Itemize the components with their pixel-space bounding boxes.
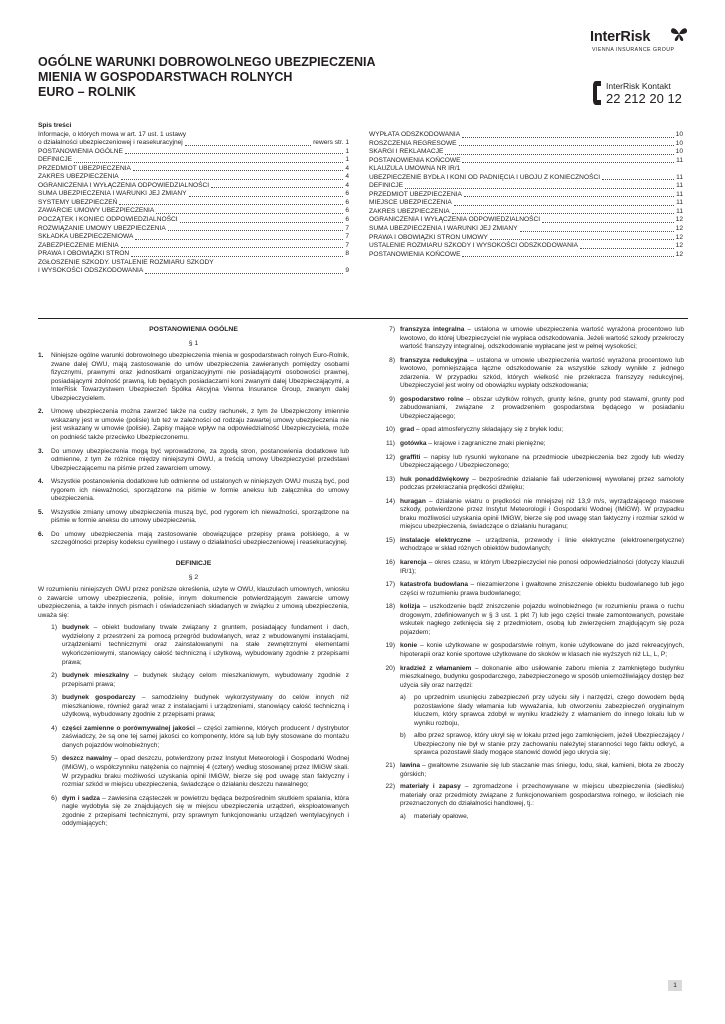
toc-entry[interactable] — [38, 267, 349, 276]
clause-text: Do umowy ubezpieczenia mają zastosowanie obowiązujące przepisy prawa polskiego, a w szczególności przepisy kodeksu cywilnego i ustawy o działalności ubezpieczeniowej i reasekuracyjnej. — [51, 530, 349, 547]
definition-text: – działanie wiatru o prędkości nie mniejszej niż 13,9 m/s, wyrządzającego masowe szkody, potwierdzone przez Instytut Meteorologii i Gospodarki Wodnej (IMiGW). W przypadku braku możliwości uzyskania opinii IMiGW, bierze się pod uwagę stan faktyczny i rozmiar szkód w miejscu ubezpieczenia, świadczące o działaniu huraganu; — [400, 497, 684, 531]
definition-number: 19) — [385, 642, 395, 650]
definition-item — [376, 581, 684, 598]
toc-leader — [520, 231, 674, 232]
toc-leader — [180, 222, 344, 223]
toc-leader — [490, 239, 674, 240]
toc-entry-page: 4 — [345, 181, 349, 189]
toc-leader — [452, 213, 675, 214]
clause-text: Do umowy ubezpieczenia mogą być wprowadzone, za zgodą stron, postanowienia dodatkowe lub odmienne, z tym że różnice między niniejszymi OWU, a treścią umowy Ubezpieczyciel przedstawi Ubezpieczającemu na piśmie przed zawarciem umowy. — [51, 447, 349, 472]
definition-text: – bezpośrednie działanie fali uderzeniowej wywołanej przez samoloty podczas przekraczania prędkości dźwięku; — [400, 475, 685, 492]
definition-term: katastrofa budowlana — [400, 581, 468, 589]
logo-text: InterRisk — [590, 29, 651, 45]
toc-leader — [135, 239, 343, 240]
toc-leader — [121, 179, 344, 180]
title-line-3: EURO – ROLNIK — [38, 85, 136, 99]
definition-number: 6) — [51, 794, 57, 802]
toc-entry[interactable] — [38, 182, 349, 191]
clause-number: 2. — [38, 408, 44, 416]
toc-entry-title: USTALENIE ROZMIARU SZKODY I WYSOKOŚCI ODSZKODOWANIA — [369, 242, 579, 250]
toc-entry-page: 1 — [345, 156, 349, 164]
clause-number: 6. — [38, 530, 44, 538]
definition-item — [38, 694, 349, 720]
subitem-letter: a) — [400, 812, 406, 820]
definition-item — [376, 603, 684, 637]
definition-text: – napisy lub rysunki wykonane na przedmiocie ubezpieczenia bez zgody lub wiedzy Ubezpieczającego / Ubezpieczonego; — [400, 453, 684, 470]
clause-number: 3. — [38, 447, 44, 455]
paragraph-mark: § 1 — [188, 339, 199, 347]
clause-number: 5. — [38, 508, 44, 516]
clause-item — [38, 352, 349, 403]
toc-entry-page: 6 — [345, 216, 349, 224]
definition-item — [376, 396, 684, 422]
definition-subitem — [400, 694, 684, 728]
definition-item — [376, 357, 684, 391]
toc-entry[interactable] — [38, 250, 349, 259]
definition-item — [376, 537, 684, 554]
toc-leader — [133, 170, 343, 171]
left-column — [38, 326, 349, 829]
subitem-text: po uprzednim usunięciu zabezpieczeń przy użyciu siły i narzędzi, czego dowodem będą pozostawione ślady włamania lub wyważania, lub otworzeniu zabezpieczeń oryginalnym kluczem, który sprawca zdobył w wyniku kradzieży z włamaniem do innego lokalu lub w wyniku rozboju, — [414, 694, 684, 727]
toc-left — [38, 122, 349, 276]
toc-entry-page: 11 — [676, 182, 683, 190]
toc-entry-page: rewers str. 1 — [313, 139, 349, 147]
definition-text: – obiekt budowlany trwale związany z gruntem, posiadający fundament i dach, wydzielony z przestrzeni za pomocą przegród budowlanych, wraz z wbudowanymi instalacjami, urządzeniami technicznymi oraz zainstalowanymi na stałe zewnętrznymi elementami wykończeniowymi, stanowiący całość techniczną i użytkową, wybudowany zgodnie z przepisami prawa; — [62, 624, 349, 666]
toc-leader — [459, 145, 674, 146]
paragraph-mark: § 2 — [188, 573, 199, 581]
definition-item — [376, 559, 684, 576]
definition-term: kolizja — [400, 603, 421, 611]
definition-number: 10) — [385, 426, 395, 434]
toc-entry-title: PRZEDMIOT UBEZPIECZENIA — [369, 190, 462, 198]
toc-entry-page: 6 — [345, 198, 349, 206]
toc-entry[interactable] — [369, 131, 683, 140]
definition-term: grad — [400, 426, 415, 434]
definition-number: 20) — [385, 664, 395, 672]
definition-text: – zgromadzone i przechowywane w miejscu ubezpieczenia (siedlisku) materiały oraz przedmioty związane z funkcjonowaniem gospodarstwa rolnego, w ilościach nie przeznaczonych do działalności handlowej, tj.: — [400, 783, 684, 808]
toc-entry[interactable] — [38, 148, 349, 157]
toc-entry-title: SUMA UBEZPIECZENIA I WARUNKI JEJ ZMIANY — [369, 225, 518, 233]
toc-entry[interactable] — [38, 139, 349, 148]
definition-term: konie — [400, 642, 418, 650]
contact-label: InterRisk Kontakt — [606, 81, 671, 91]
clause-text: Niniejsze ogólne warunki dobrowolnego ubezpieczenia mienia w gospodarstwach rolnych Euro-Rolnik, zwane dalej OWU, mają zastosowanie do umów ubezpieczenia zawieranych pomiędzy osobami fizycznymi, prawnymi oraz jednostkami organizacyjnymi nie posiadającymi osobowości prawnej, posiadającymi zdolność prawną, lub będących posiadaczami koni zwanymi dalej Ubezpieczającymi, a InterRisk Towarzystwem Ubezpieczeń Spółka Akcyjna Vienna Insurance Group, zwanym dalej Ubezpieczycielem. — [51, 352, 349, 402]
clause-item — [38, 509, 349, 526]
toc-entry-title: POSTANOWIENIA OGÓLNE — [38, 147, 123, 155]
definition-number: 2) — [51, 672, 57, 680]
definition-text: – okres czasu, w którym Ubezpieczyciel nie ponosi odpowiedzialności (dotyczy klauzuli IR/1); — [400, 559, 684, 575]
definition-item — [376, 642, 684, 659]
definition-number: 7) — [389, 326, 395, 333]
definition-term: gospodarstwo rolne — [400, 395, 464, 403]
toc-leader — [454, 205, 674, 206]
toc-entry-page: 6 — [345, 207, 349, 215]
toc-entry-title: MIEJSCE UBEZPIECZENIA — [369, 199, 452, 207]
toc-entry-title: o działalności ubezpieczeniowej i reasekuracyjnej — [38, 139, 183, 147]
definition-text: – gwałtowne zsuwanie się lub staczanie mas śniegu, lodu, skał, kamieni, błota ze zboczy górskich; — [400, 761, 684, 778]
toc-entry-page: 10 — [675, 139, 683, 147]
toc-leader — [168, 230, 344, 231]
toc-entry[interactable] — [38, 242, 349, 251]
definition-text: – zawiesina cząsteczek w powietrzu będąca bezpośrednim skutkiem spalania, która nagle wydobyła się ze znajdujących się w miejscu ubezpieczenia urządzeń, eksploatowanych zgodnie z przepisami technicznymi, przy sprawnym funkcjonowaniu urządzeń wentylacyjnych i oddymiających; — [62, 794, 349, 828]
logo-subtitle: VIENNA INSURANCE GROUP — [592, 47, 675, 53]
definition-item — [38, 672, 349, 689]
definition-text: – dokonanie albo usiłowanie zaboru mienia z zamkniętego budynku mieszkalnego, budynku gospodarczego, zabezpieczonego w sposób uniemożliwiający dostęp bez użycia siły oraz narzędzi: — [400, 664, 684, 689]
contact-box — [592, 80, 692, 110]
definition-item — [376, 665, 684, 691]
definition-item — [376, 454, 684, 471]
definition-item — [376, 762, 684, 779]
toc-entry-page: 12 — [675, 225, 683, 233]
toc-entry-page: 1 — [345, 147, 349, 155]
toc-entry-title: ZAKRES UBEZPIECZENIA — [369, 207, 450, 215]
clause-item — [38, 448, 349, 474]
toc-entry-title: DEFINICJE — [369, 182, 404, 190]
definition-term: huk ponaddźwiękowy — [400, 475, 469, 483]
clause-text: Wszystkie zmiany umowy ubezpieczenia muszą być, pod rygorem ich nieważności, sporządzone na piśmie w formie aneksu do umowy ubezpieczenia. — [51, 508, 349, 525]
definition-text: – samodzielny budynek wykorzystywany do celów innych niż mieszkaniowe, również garaż wraz z instalacjami i urządzeniami, stanowiący całość techniczną i użytkową, wybudowany zgodnie z przepisami prawa; — [62, 694, 349, 719]
toc-entry-title: SUMA UBEZPIECZENIA I WARUNKI JEJ ZMIANY — [38, 190, 187, 198]
toc-entry[interactable] — [369, 140, 683, 149]
toc-entry[interactable] — [369, 216, 683, 225]
definition-number: 15) — [385, 536, 395, 544]
definition-item — [376, 783, 684, 809]
toc-entry[interactable] — [38, 233, 349, 242]
definitions-list-left — [38, 624, 349, 828]
definition-number: 14) — [385, 497, 395, 505]
definition-item — [38, 725, 349, 751]
definition-text: – konie użytkowane w gospodarstwie rolnym, konie użytkowane do jazd rekreacyjnych, hipoterapii oraz konie sportowe użytkowane do skoków w klasach nie wyższych niż LL, L, P; — [400, 642, 684, 658]
definition-number: 8) — [389, 356, 395, 364]
definition-term: dym i sadza — [62, 794, 100, 802]
phone-icon — [592, 80, 604, 106]
definition-number: 18) — [385, 603, 395, 611]
clause-item — [38, 408, 349, 442]
toc-entry-title: ZGŁOSZENIE SZKODY. USTALENIE ROZMIARU SZKODY — [38, 258, 214, 266]
toc-entry-title: POSTANOWIENIA KOŃCOWE — [369, 250, 461, 258]
toc-entry-page: 10 — [675, 148, 683, 156]
definition-term: instalacje elektryczne — [400, 536, 471, 544]
toc-leader — [211, 187, 343, 188]
toc-entry-page: 12 — [675, 233, 683, 241]
clause-text: Wszystkie postanowienia dodatkowe lub odmienne od ustalonych w niniejszych OWU muszą być, pod rygorem ich nieważności, sporządzone na piśmie w formie aneksu lub załącznika do umowy ubezpieczenia. — [51, 478, 349, 503]
toc-entry-title: POSTANOWIENIA KOŃCOWE — [369, 156, 461, 164]
toc-entry-title: POCZĄTEK I KONIEC ODPOWIEDZIALNOŚCI — [38, 216, 178, 224]
toc-leader — [189, 196, 344, 197]
contact-number: 22 212 20 12 — [606, 91, 682, 106]
toc-entry-title: OGRANICZENIA I WYŁĄCZENIA ODPOWIEDZIALNOŚCI — [369, 216, 541, 224]
title-line-1: OGÓLNE WARUNKI DOBROWOLNEGO UBEZPIECZENIA — [38, 55, 376, 69]
definition-number: 13) — [385, 475, 395, 483]
definition-item — [376, 498, 684, 532]
toc-entry-title: I WYSOKOŚCI ODSZKODOWANIA — [38, 267, 144, 275]
definition-number: 21) — [385, 761, 395, 769]
toc-entry-title: SYSTEMY UBEZPIECZEŃ — [38, 198, 118, 206]
toc-entry-title: UBEZPIECZENIE BYDŁA I KONI OD PADNIĘCIA I UBOJU Z KONIECZNOŚCI — [369, 173, 601, 181]
toc-entry[interactable] — [369, 225, 683, 234]
toc-entry[interactable] — [38, 216, 349, 225]
toc-leader — [119, 204, 343, 205]
definition-number: 3) — [51, 694, 57, 702]
definition-item — [38, 624, 349, 667]
toc-entry-page: 4 — [345, 164, 349, 172]
toc-leader — [74, 162, 343, 163]
definition-number: 11) — [386, 440, 395, 448]
toc-heading: Spis treści — [38, 122, 72, 129]
subitem-text: albo przez sprawcę, który ukrył się w lokalu przed jego zamknięciem, jeżeli Ubezpieczający / Ubezpieczony nie był w stanie przy zachowaniu należytej staranności tego faktu odkryć, a sprawca pozostawił ślady mogące stanowić dowód jego ukrycia się; — [414, 732, 684, 757]
toc-entry-page: 11 — [676, 190, 683, 198]
toc-entry-title: KLAUZULA UMOWNA NR IR/1 — [369, 165, 461, 173]
toc-entry-page: 11 — [676, 207, 683, 215]
toc-entry-page: 12 — [675, 216, 683, 224]
toc-entry-page: 6 — [345, 190, 349, 198]
toc-entry[interactable] — [369, 234, 683, 243]
subitem-text: materiały opałowe, — [414, 812, 469, 820]
definition-term: karencja — [400, 559, 427, 567]
toc-leader — [145, 273, 343, 274]
definition-term: budynek — [62, 624, 89, 632]
toc-leader — [462, 162, 674, 163]
toc-entry-page: 7 — [345, 224, 349, 232]
right-column — [376, 326, 684, 821]
clause-number: 1. — [38, 352, 44, 360]
subitem-letter: a) — [400, 694, 406, 702]
toc-entry-page: 12 — [675, 242, 683, 250]
toc-entry[interactable] — [369, 165, 683, 174]
definition-item — [376, 326, 684, 352]
clause-text: Umowę ubezpieczenia można zawrzeć także na cudzy rachunek, z tym że Ubezpieczony imiennie wskazany jest w umowie (polisie) lub też w zależności od rodzaju zawartej umowy ubezpieczenia nie jest wskazany w umowie (polisie). Zapisy mające wpływ na odpowiedzialność Ubezpieczyciela, może on podnieść także przeciwko Ubezpieczonemu. — [51, 408, 349, 442]
definition-item — [38, 795, 349, 829]
toc-left-list — [38, 148, 349, 259]
definition-term: budynek gospodarczy — [62, 694, 136, 702]
definition-number: 1) — [51, 624, 57, 632]
toc-entry[interactable] — [369, 157, 683, 166]
toc-entry-title: ROSZCZENIA REGRESOWE — [369, 139, 457, 147]
definition-text: – obszar użytków rolnych, grunty leśne, grunty pod stawami, grunty pod zabudowaniami, związane z prowadzeniem gospodarstwa będącego w posiadaniu Ubezpieczającego; — [400, 395, 684, 420]
definition-number: 22) — [385, 783, 395, 791]
definition-item — [376, 440, 684, 449]
toc-entry[interactable] — [38, 156, 349, 165]
definition-term: franszyza integralna — [400, 326, 465, 333]
definition-term: lawina — [400, 761, 421, 769]
toc-leader — [542, 222, 674, 223]
definition-term: graffiti — [400, 453, 421, 461]
definition-item — [376, 426, 684, 435]
section-1-list — [38, 352, 349, 548]
section-heading: DEFINICJE — [175, 560, 212, 568]
clause-number: 4. — [38, 478, 44, 486]
definition-term: franszyza redukcyjna — [400, 356, 468, 364]
toc-leader — [156, 213, 343, 214]
butterfly-logo-icon — [670, 26, 688, 42]
toc-leader — [185, 145, 311, 146]
title-line-2: MIENIA W GOSPODARSTWACH ROLNYCH — [38, 70, 293, 84]
clause-item — [38, 531, 349, 548]
definition-item — [376, 476, 684, 493]
definition-term: deszcz nawalny — [62, 755, 112, 763]
toc-entry-title: WYPŁATA ODSZKODOWANIA — [369, 131, 461, 138]
toc-entry[interactable] — [38, 173, 349, 182]
definition-text: – budynek służący celom mieszkaniowym, wybudowany zgodnie z przepisami prawa; — [62, 672, 349, 688]
toc-entry-title: PRAWA I OBOWIĄZKI STRON UMOWY — [369, 233, 488, 241]
definition-number: 5) — [51, 755, 57, 763]
definitions-intro: W rozumieniu niniejszych OWU przez poniższe określenia, użyte w OWU, klauzulach umownych, wniosku o zawarcie umowy ubezpieczenia, polisie, innym dokumencie potwierdzającym zawarcie umowy ubezpieczenia, a także innych pismach i oświadczeniach składanych w związku z umową ubezpieczenia, uważa się: — [38, 586, 349, 619]
toc-entry[interactable] — [38, 199, 349, 208]
toc-entry-title: ROZWIĄZANIE UMOWY UBEZPIECZENIA — [38, 224, 166, 232]
toc-entry-page: 8 — [345, 250, 349, 258]
toc-entry[interactable] — [38, 190, 349, 199]
definition-term: kradzież z włamaniem — [400, 664, 472, 672]
toc-entry-page: 4 — [345, 173, 349, 181]
toc-entry[interactable] — [369, 148, 683, 157]
logo — [590, 26, 686, 58]
definition-number: 4) — [51, 724, 57, 732]
toc-entry-title: SKŁADKA UBEZPIECZENIOWA — [38, 233, 134, 241]
definition-text: – krajowe i zagraniczne znaki pieniężne; — [426, 440, 546, 448]
toc-leader — [131, 256, 343, 257]
toc-leader — [125, 153, 343, 154]
toc-entry[interactable] — [369, 199, 683, 208]
toc-entry[interactable] — [369, 242, 683, 251]
toc-entry-title: DEFINICJE — [38, 156, 73, 164]
toc-right — [369, 131, 683, 259]
definition-number: 16) — [385, 559, 395, 567]
definition-text: – ustalona w umowie ubezpieczenia wartość wyrażona procentowo lub kwotowo, do której Ubezpieczyciel nie wypłaca odszkodowania. Jeżeli wartość szkody przekroczy wartość franszyzy integralnej, odszkodowanie wypłacane jest w pełnej wysokości; — [400, 326, 684, 351]
toc-entry-title: OGRANICZENIA I WYŁĄCZENIA ODPOWIEDZIALNOŚCI — [38, 181, 210, 189]
toc-entry-page: 11 — [676, 199, 683, 207]
definition-term: huragan — [400, 497, 426, 505]
toc-entry-page: 9 — [345, 267, 349, 275]
toc-entry-title: ZAWARCIE UMOWY UBEZPIECZENIA — [38, 207, 155, 215]
divider — [38, 318, 688, 319]
toc-entry-title: SKARGI I REKLAMACJE — [369, 148, 444, 156]
toc-leader — [405, 188, 674, 189]
definition-text: – uszkodzenie bądź zniszczenie pojazdu wolnobieżnego (w rozumieniu prawa o ruchu drogowym, zdefiniowanych w § 3 ust. 1 pkt 7) lub jego części trwale zamontowanych, powstałe wskutek nagłego zetknięcia się z przedmiotem, osobą lub zwierzęciem znajdującym się poza pojazdem; — [400, 603, 684, 636]
toc-entry-page: 7 — [345, 233, 349, 241]
toc-entry[interactable] — [38, 225, 349, 234]
definition-text: – opad deszczu, potwierdzony przez Instytut Meteorologii i Gospodarki Wodnej (IMiGW), o współczynniku natężenia co najmniej 4 (cztery) według stosowanej przez IMiGW skali. W przypadku braku możliwości uzyskania opinii IMiGW, bierze się pod uwagę stan faktyczny i rozmiar szkód w miejscu ubezpieczenia, świadczące o działaniu deszczu nawalnego; — [62, 755, 349, 789]
toc-entry-page: 10 — [675, 131, 683, 138]
toc-entry-page: 11 — [676, 173, 683, 181]
section-heading: POSTANOWIENIA OGÓLNE — [149, 326, 238, 333]
toc-entry-title: ZABEZPIECZENIE MIENIA — [38, 241, 119, 249]
toc-leader — [602, 179, 674, 180]
definition-number: 9) — [389, 395, 395, 403]
toc-entry[interactable] — [369, 174, 683, 183]
toc-leader — [445, 154, 673, 155]
toc-entry-title: ZAKRES UBEZPIECZENIA — [38, 173, 119, 181]
toc-leader — [580, 248, 674, 249]
toc-right-list — [369, 131, 683, 259]
toc-leader — [464, 196, 674, 197]
toc-entry[interactable] — [369, 251, 683, 260]
clause-item — [38, 478, 349, 504]
definition-text: – urządzenia, przewody i linie elektryczne (elektroenergetyczne) wchodzące w skład różnych obiektów budowlanych; — [400, 536, 685, 553]
definition-number: 12) — [385, 453, 395, 461]
page-number: 1 — [668, 980, 682, 991]
definition-term: części zamienne o porównywalnej jakości — [62, 724, 195, 732]
toc-entry-title: PRAWA I OBOWIĄZKI STRON — [38, 250, 130, 258]
definition-text: – części zamienne, których producent / dystrybutor zaświadczy, że są one tej samej jakości co komponenty, które są lub były stosowane do montażu danych pojazdów wolnobieżnych; — [62, 724, 349, 749]
toc-leader — [462, 256, 673, 257]
definition-item — [38, 755, 349, 789]
definition-text: – opad atmosferyczny składający się z bryłek lodu; — [414, 426, 564, 434]
toc-info-line: Informacje, o których mowa w art. 17 ust. 1 ustawy — [38, 130, 187, 138]
toc-entry-page: 7 — [345, 241, 349, 249]
toc-entry[interactable] — [369, 191, 683, 200]
definition-text: – niezamierzone i gwałtowne zniszczenie obiektu budowlanego lub jego części w rozumieniu prawa budowlanego; — [400, 581, 684, 597]
subitem-letter: b) — [400, 732, 406, 740]
definitions-list-right — [376, 326, 684, 690]
definition-term: gotówka — [400, 440, 427, 448]
toc-entry[interactable] — [369, 182, 683, 191]
toc-leader — [462, 137, 674, 138]
toc-entry-title: PRZEDMIOT UBEZPIECZENIA — [38, 164, 131, 172]
definition-subitem — [400, 813, 684, 822]
definition-text: – ustalona w umowie ubezpieczenia wartość wyrażona procentowo lub kwotowo, pomniejszająca łączne odszkodowanie za wszystkie szkody wynikłe z jednego zdarzenia. W przypadku szkód, których wielkość nie przekracza franszyzy redukcyjnej, Ubezpieczyciel jest wolny od obowiązku wypłaty odszkodowania; — [400, 356, 684, 390]
definition-subitem — [400, 732, 684, 758]
toc-entry-page: 11 — [676, 156, 683, 164]
toc-entry[interactable] — [38, 207, 349, 216]
toc-entry-page: 12 — [675, 250, 683, 258]
definition-term: budynek mieszkalny — [62, 672, 129, 680]
definition-term: materiały i zapasy — [400, 783, 461, 791]
toc-leader — [121, 247, 344, 248]
definition-number: 17) — [385, 581, 395, 589]
toc-entry[interactable] — [38, 165, 349, 174]
document-title — [38, 55, 438, 100]
